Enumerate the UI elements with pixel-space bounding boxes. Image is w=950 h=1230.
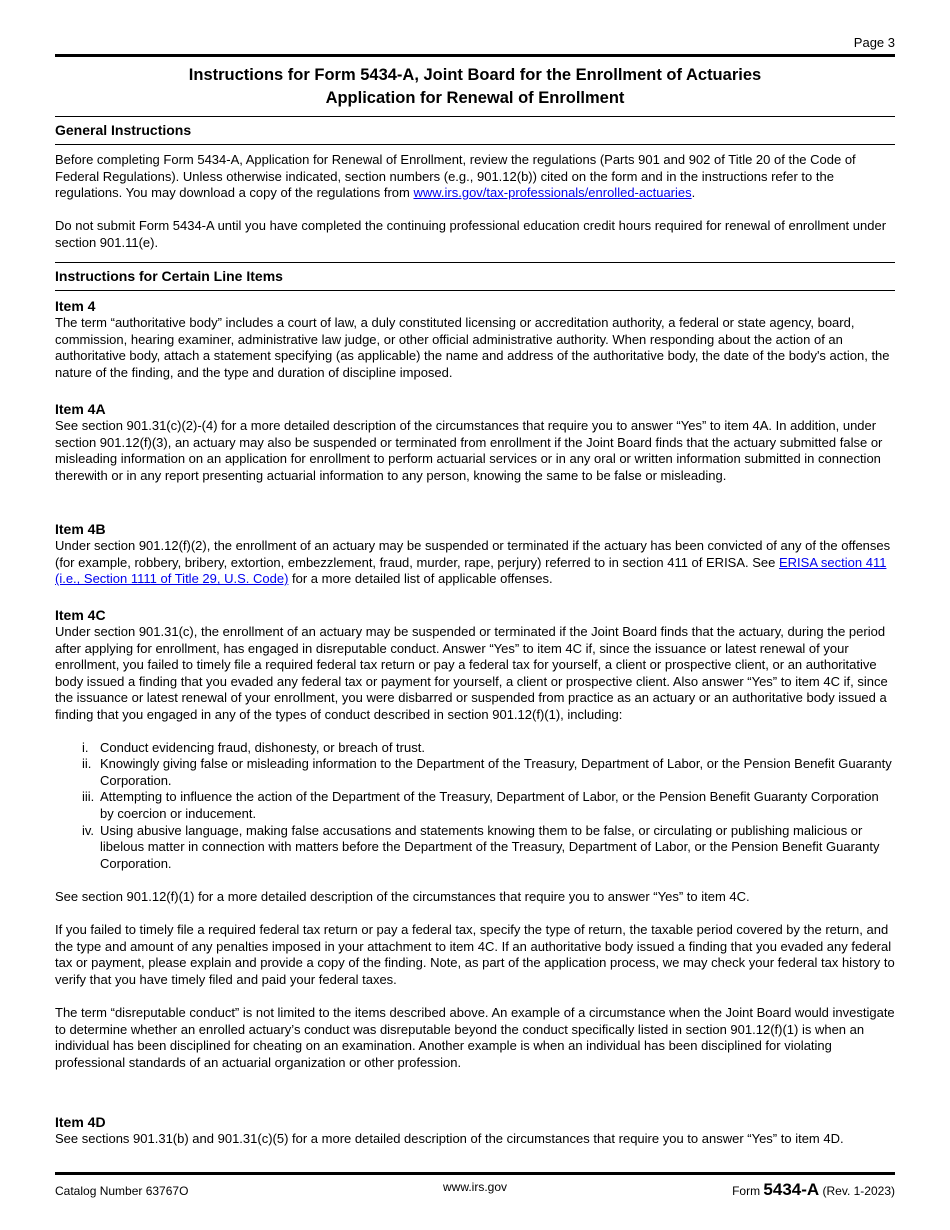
list-item: ii. Knowingly giving false or misleading information to the Department of the Treasury, Department of Labor, or the Pension Benefit Guaranty Corporation. [82, 756, 892, 788]
general-paragraph-1: Before completing Form 5434-A, Application for Renewal of Enrollment, review the regulations (Parts 901 and 902 of Title 20 of the Code of Federal Regulations). Unless otherwise indicated, section numbers (e.g., 901.12(b)) cited on the form and in the instructions refer to the regulations. You may download a copy of the regulations from www.irs.gov/tax-professionals/enrolled-actuaries. [55, 152, 856, 201]
general-instructions-body [55, 152, 895, 252]
regulations-link[interactable]: www.irs.gov/tax-professionals/enrolled-actuaries [413, 185, 692, 201]
title-line-2: Application for Renewal of Enrollment [325, 89, 625, 107]
top-divider [55, 54, 895, 57]
footer-website: www.irs.gov [442, 1180, 507, 1194]
item-4c-intro: Under section 901.31(c), the enrollment of an actuary may be suspended or terminated if the Joint Board finds that the actuary, during the period after applying for enrollment, has engaged in disreputable conduct. Answer “Yes” to item 4C if, since the issuance or latest renewal of your enrollment, you failed to timely file a required federal tax return or pay a federal tax for yourself, a client or prospective client, or an authoritative body issued a finding that you evaded any federal tax or payment for yourself, a client or prospective client. Also answer “Yes” to item 4C if, since the issuance or latest renewal of your enrollment, you were disbarred or suspended from practice as an actuary or an authoritative body issued a finding that you engaged in any of the types of conduct described in section 901.12(f)(1), including: [55, 624, 888, 722]
erisa-section-411-link[interactable]: ERISA section 411 (i.e., Section 1111 of Title 29, U.S. Code) [55, 554, 887, 587]
section-divider [55, 116, 895, 117]
item-4-text: The term “authoritative body” includes a court of law, a duly constituted licensing or accreditation authority, a federal or state agency, board, commission, hearing examiner, administrative law judge, or other official administrative authority. When responding about the action of an authoritative body, attach a statement specifying (as applicable) the name and address of the authoritative body, the date of the body's action, the nature of the finding, and the type and duration of discipline imposed. [55, 315, 890, 380]
form-identifier: Form 5434-A (Rev. 1-2023) [732, 1180, 895, 1199]
general-paragraph-2: Do not submit Form 5434-A until you have completed the continuing professional education credit hours required for renewal of enrollment under section 901.11(e). [55, 218, 887, 250]
item-4b-text: Under section 901.12(f)(2), the enrollment of an actuary may be suspended or terminated if the actuary has been convicted of any of the offenses (for example, robbery, bribery, extortion, embezzlement, fraud, murder, rape, perjury) referred to in section 411 of ERISA. See ERISA section 411 (i.e., Section 1111 of Title 29, U.S. Code) for a more detailed list of applicable offenses. [55, 538, 891, 587]
item-4d-text: See sections 901.31(b) and 901.31(c)(5) for a more detailed description of the circumstances that require you to answer “Yes” to item 4D. [55, 1131, 844, 1146]
list-item: i. Conduct evidencing fraud, dishonesty, or breach of trust. [82, 739, 425, 755]
list-item: iv. Using abusive language, making false accusations and statements knowing them to be false, or circulating or publishing malicious or libelous matter in connection with matters before the Department of the Treasury, Department of Labor, or the Pension Benefit Guaranty Corporation. [82, 822, 880, 871]
item-4d-title: Item 4D [55, 1114, 106, 1130]
document-title [55, 64, 895, 110]
item-4c-failed-paragraph: If you failed to timely file a required federal tax return or pay a federal tax, specify the type of return, the taxable period covered by the return, and the type and amount of any penalties imposed in your attachment to item 4C. If an authoritative body issued a finding that you evaded any federal tax or payment, please explain and provide a copy of the finding. Note, as part of the application process, we may check your federal tax history to verify that you have timely filed and paid your federal taxes. [55, 922, 895, 987]
item-4c [55, 606, 895, 1071]
item-4b [55, 520, 895, 588]
form-number: 5434-A [763, 1180, 820, 1199]
item-4c-title: Item 4C [55, 607, 106, 623]
page-number: Page 3 [853, 35, 895, 50]
item-4 [55, 297, 895, 381]
item-4c-term-paragraph: The term “disreputable conduct” is not limited to the items described above. An example of a circumstance when the Joint Board would investigate to determine whether an enrolled actuary’s conduct was disreputable beyond the conduct specifically listed in section 901.12(f)(1) is when an individual has been disciplined for cheating on an examination. Another example is when an individual has been disciplined for violating professional standards of an actuarial organization or other profession. [55, 1005, 895, 1070]
item-4a-text: See section 901.31(c)(2)-(4) for a more detailed description of the circumstances that require you to answer “Yes” to item 4A. In addition, under section 901.12(f)(3), an actuary may also be suspended or terminated from enrollment if the Joint Board finds that the actuary submitted false or misleading information on an application for enrollment to perform actuarial services or in any oral or written information submitted in connection therewith or in any report presenting actuarial information to any person, knowing the same to be false or misleading. [55, 418, 883, 483]
item-4b-title: Item 4B [55, 521, 106, 537]
bottom-divider [55, 1172, 895, 1175]
section-divider [55, 290, 895, 291]
form-revision: (Rev. 1-2023) [819, 1184, 895, 1198]
catalog-number: Catalog Number 63767O [55, 1184, 189, 1198]
item-4a-title: Item 4A [55, 401, 106, 417]
disreputable-conduct-list [55, 740, 895, 873]
section-heading-general: General Instructions [55, 122, 192, 138]
item-4a [55, 400, 895, 484]
section-divider [55, 144, 895, 145]
section-divider [55, 262, 895, 263]
page-footer [55, 1180, 895, 1200]
list-item: iii. Attempting to influence the action of the Department of the Treasury, Department of Labor, or the Pension Benefit Guaranty Corporation by coercion or inducement. [82, 789, 879, 821]
item-4c-see-paragraph: See section 901.12(f)(1) for a more detailed description of the circumstances that require you to answer “Yes” to item 4C. [55, 888, 750, 904]
item-4-title: Item 4 [55, 298, 96, 314]
item-4d [55, 1113, 895, 1148]
section-heading-line-items: Instructions for Certain Line Items [55, 268, 283, 284]
title-line-1: Instructions for Form 5434-A, Joint Board for the Enrollment of Actuaries [188, 66, 762, 84]
